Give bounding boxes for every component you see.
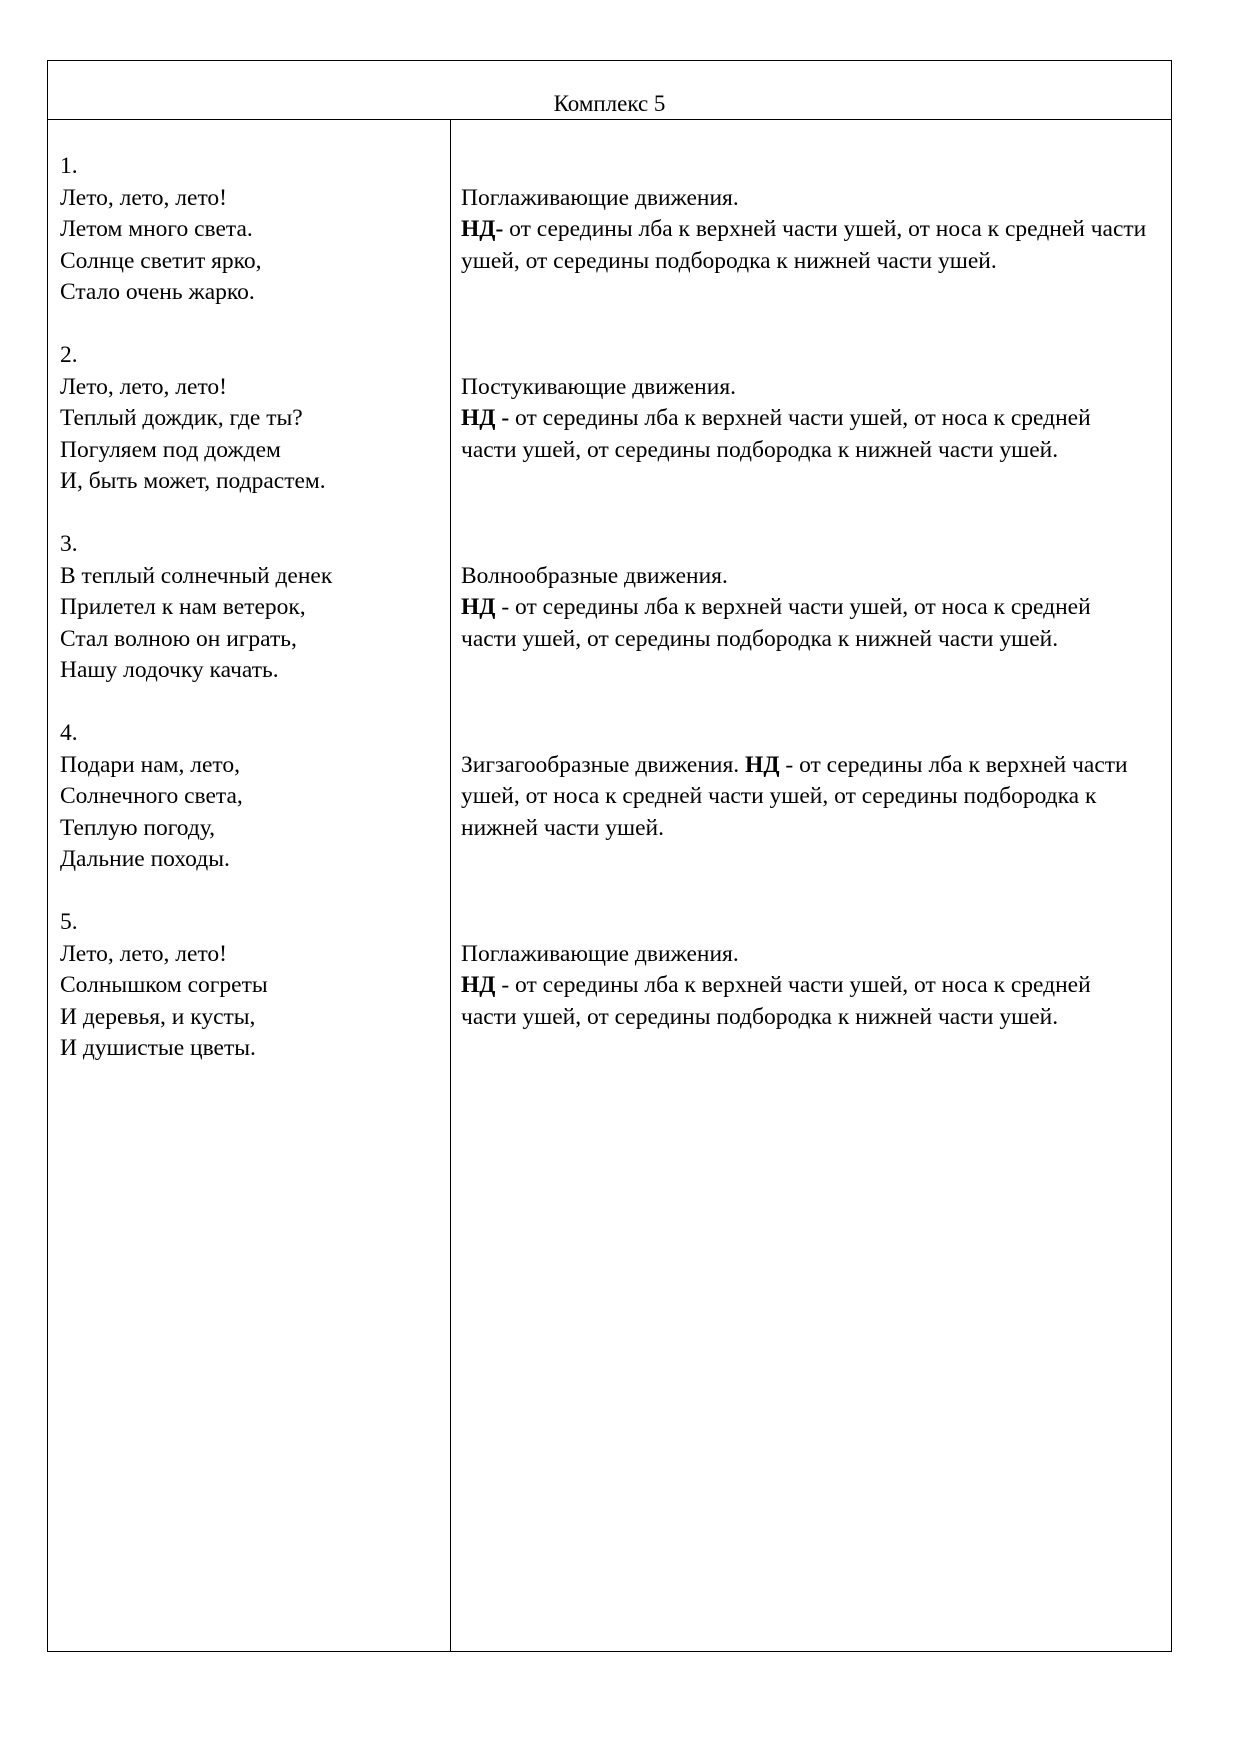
poem-line: И душистые цветы. xyxy=(60,1035,256,1061)
poem-line: Солнышком согреты xyxy=(60,972,268,998)
movement-description-1 xyxy=(461,183,1151,278)
poem-line: Стало очень жарко. xyxy=(60,279,255,305)
movement-description-3 xyxy=(461,561,1151,656)
movement-description-4 xyxy=(461,750,1151,845)
nd-text: от середины лба к верхней части ушей, от носа к средней части ушей, от середины подбородка к нижней части ушей. xyxy=(461,405,1091,463)
poem-line: И, быть может, подрастем. xyxy=(60,468,326,494)
nd-label: НД xyxy=(461,594,496,620)
column-divider xyxy=(450,120,451,1651)
stanza-number: 2. xyxy=(60,342,78,368)
movement-description-5 xyxy=(461,939,1151,1034)
poem-stanza-1 xyxy=(60,151,440,309)
nd-text: - от середины лба к верхней части ушей, от носа к средней части ушей, от середины подбородка к нижней части ушей. xyxy=(461,751,1128,841)
poem-line: Нашу лодочку качать. xyxy=(60,657,279,683)
page-title: Комплекс 5 xyxy=(553,91,666,116)
table-title-row xyxy=(48,61,1171,120)
stanza-number: 3. xyxy=(60,531,78,557)
poem-line: В теплый солнечный денек xyxy=(60,562,333,589)
movement-description-2 xyxy=(461,372,1151,467)
nd-label: НД - xyxy=(461,405,510,431)
poem-line: Лето, лето, лето! xyxy=(60,940,227,967)
nd-label: НД xyxy=(461,972,496,998)
movement-type: Поглаживающие движения. xyxy=(461,184,739,211)
poem-line: И деревья, и кусты, xyxy=(60,1003,256,1030)
poem-line: Лето, лето, лето! xyxy=(60,373,227,400)
poem-line: Теплый дождик, где ты? xyxy=(60,405,303,431)
exercise-table xyxy=(47,60,1172,1652)
movement-type: Поглаживающие движения. xyxy=(461,940,739,967)
poem-line: Лето, лето, лето! xyxy=(60,184,227,211)
poem-line: Летом много света. xyxy=(60,216,253,242)
nd-label: НД- xyxy=(461,216,504,242)
poem-line: Погуляем под дождем xyxy=(60,436,281,463)
poem-stanza-5 xyxy=(60,907,440,1065)
stanza-number: 1. xyxy=(60,153,78,179)
poem-stanza-3 xyxy=(60,529,440,687)
movement-type: Зигзагообразные движения. xyxy=(461,751,740,778)
poem-line: Прилетел к нам ветерок, xyxy=(60,594,306,620)
movement-type: Постукивающие движения. xyxy=(461,373,737,400)
nd-text: - от середины лба к верхней части ушей, от носа к средней части ушей, от середины подбородка к нижней части ушей. xyxy=(461,594,1091,652)
poem-line: Дальние походы. xyxy=(60,846,230,872)
poem-line: Теплую погоду, xyxy=(60,814,216,841)
nd-text: - от середины лба к верхней части ушей, от носа к средней части ушей, от середины подбородка к нижней части ушей. xyxy=(461,972,1091,1030)
poem-stanza-4 xyxy=(60,718,440,876)
nd-text: от середины лба к верхней части ушей, от носа к средней части ушей, от середины подбородка к нижней части ушей. xyxy=(461,216,1147,274)
stanza-number: 4. xyxy=(60,720,78,746)
poem-line: Солнце светит ярко, xyxy=(60,247,262,274)
poem-line: Солнечного света, xyxy=(60,783,243,809)
poem-stanza-2 xyxy=(60,340,440,498)
poem-line: Подари нам, лето, xyxy=(60,751,241,778)
poem-line: Стал волною он играть, xyxy=(60,625,297,652)
nd-label: НД xyxy=(745,751,780,778)
movement-type: Волнообразные движения. xyxy=(461,562,728,589)
stanza-number: 5. xyxy=(60,909,78,935)
